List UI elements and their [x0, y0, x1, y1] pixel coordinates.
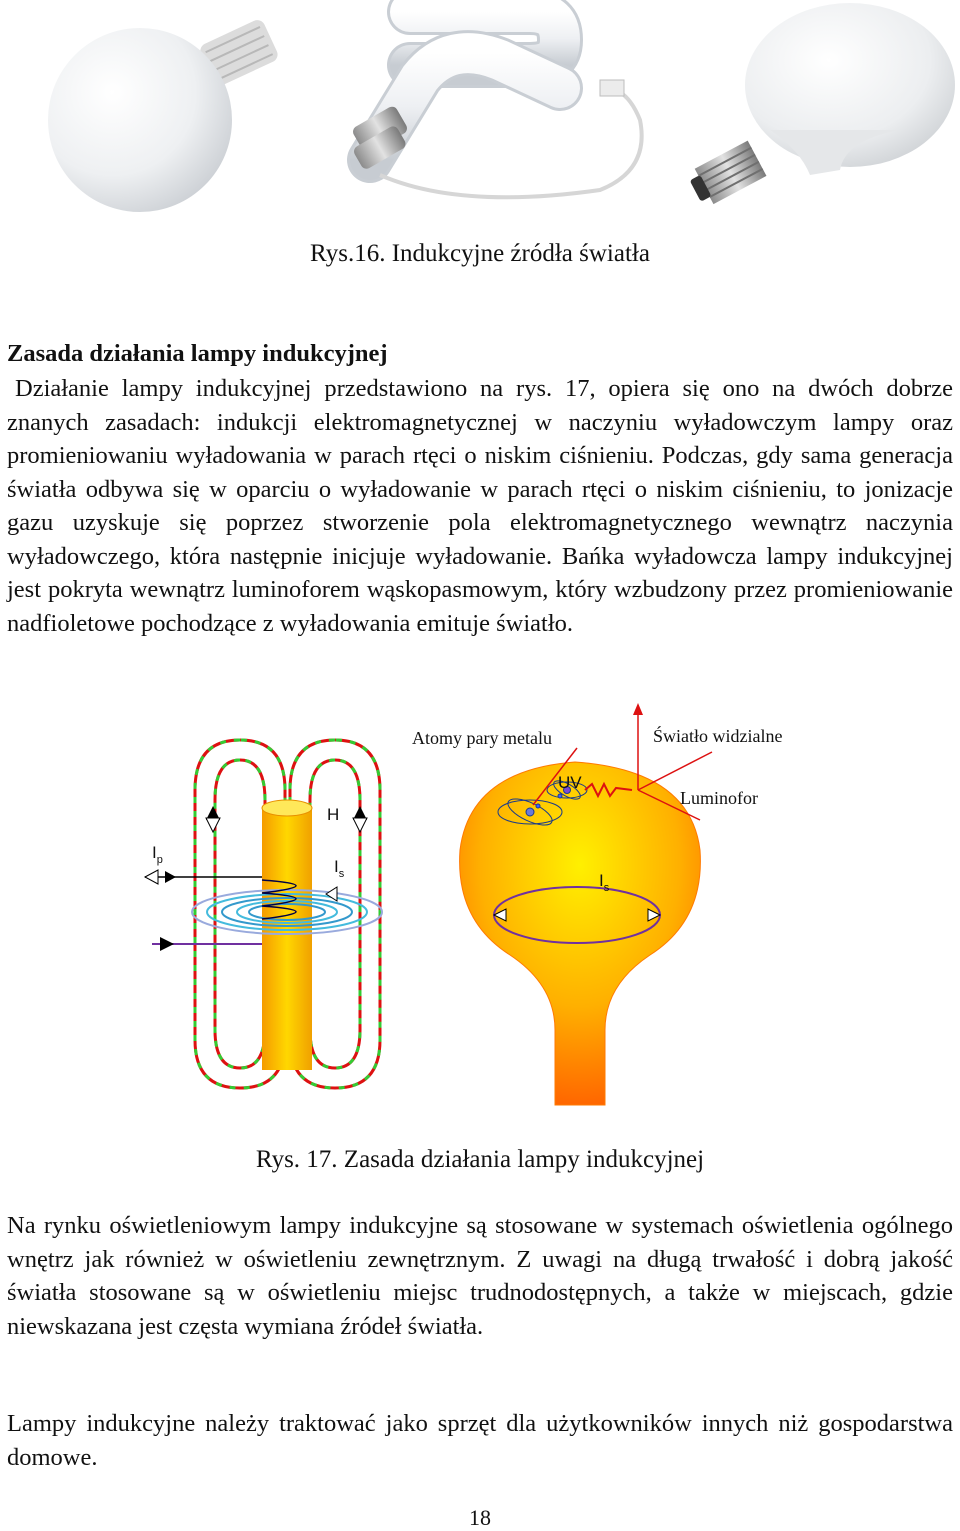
lamp-photos — [0, 0, 960, 215]
figure-17-caption: Rys. 17. Zasada działania lampy indukcyjnej — [255, 1146, 705, 1173]
u-tube-lamp-photo — [351, 12, 642, 197]
label-ip: $I_p$ — [152, 843, 163, 866]
mushroom-lamp-photo — [686, 3, 955, 209]
induction-lamp-diagram — [140, 700, 820, 1110]
label-is-bulb: $I_s$ — [599, 871, 610, 894]
label-is-core: $I_s$ — [334, 857, 345, 880]
label-luminophor: Luminofor — [680, 788, 758, 808]
lamp-bulb — [460, 762, 701, 1105]
paragraph-market: Na rynku oświetleniowym lampy indukcyjne są stosowane w systemach oświetlenia ogólnego wnętrz jak również w oświetleniu zewnętrznym. Z uwagi na długą trwałość i dobrą jakość światła stosowane są w oświetleniu miejsc trudnodostępnych, a także w miejscach, gdzie niewskazana jest częsta wymiana źródeł światła. — [7, 1212, 953, 1340]
figure-16-caption: Rys.16. Indukcyjne źródła światła — [310, 240, 650, 267]
page-number: 18 — [469, 1505, 491, 1530]
paragraph-principle: Działanie lampy indukcyjnej przedstawiono na rys. 17, opiera się ono na dwóch dobrze znanych zasadach: indukcji elektromagnetycznej w naczyniu wyładowczym lampy oraz promieniowaniu wyładowania w parach rtęci o niskim ciśnieniu. Podczas, gdy sama generacja światła odbywa się w oparciu o wyładowanie w parach rtęci o niskim ciśnieniu, to jonizacje gazu uzyskuje się poprzez stworzenie pola elektromagnetycznego wewnątrz naczynia wyładowczego, która następnie inicjuje wyładowanie. Bańka wyładowcza lampy indukcyjnej jest pokryta wewnątrz luminoforem wąskopasmowym, który wzbudzony przez promieniowanie nadfioletowe pochodzące z wyładowania emituje światło. — [7, 375, 953, 637]
paragraph-users: Lampy indukcyjne należy traktować jako sprzęt dla użytkowników innych niż gospodarstwa domowe. — [7, 1410, 953, 1471]
label-atoms: Atomy pary metalu — [412, 728, 552, 748]
label-h: H — [327, 805, 340, 824]
section-heading: Zasada działania lampy indukcyjnej — [7, 340, 388, 367]
label-uv: UV — [558, 773, 582, 792]
primary-current-lead — [145, 870, 262, 951]
globe-lamp-photo — [48, 18, 280, 212]
label-visible-light: Światło widzialne — [653, 726, 783, 746]
